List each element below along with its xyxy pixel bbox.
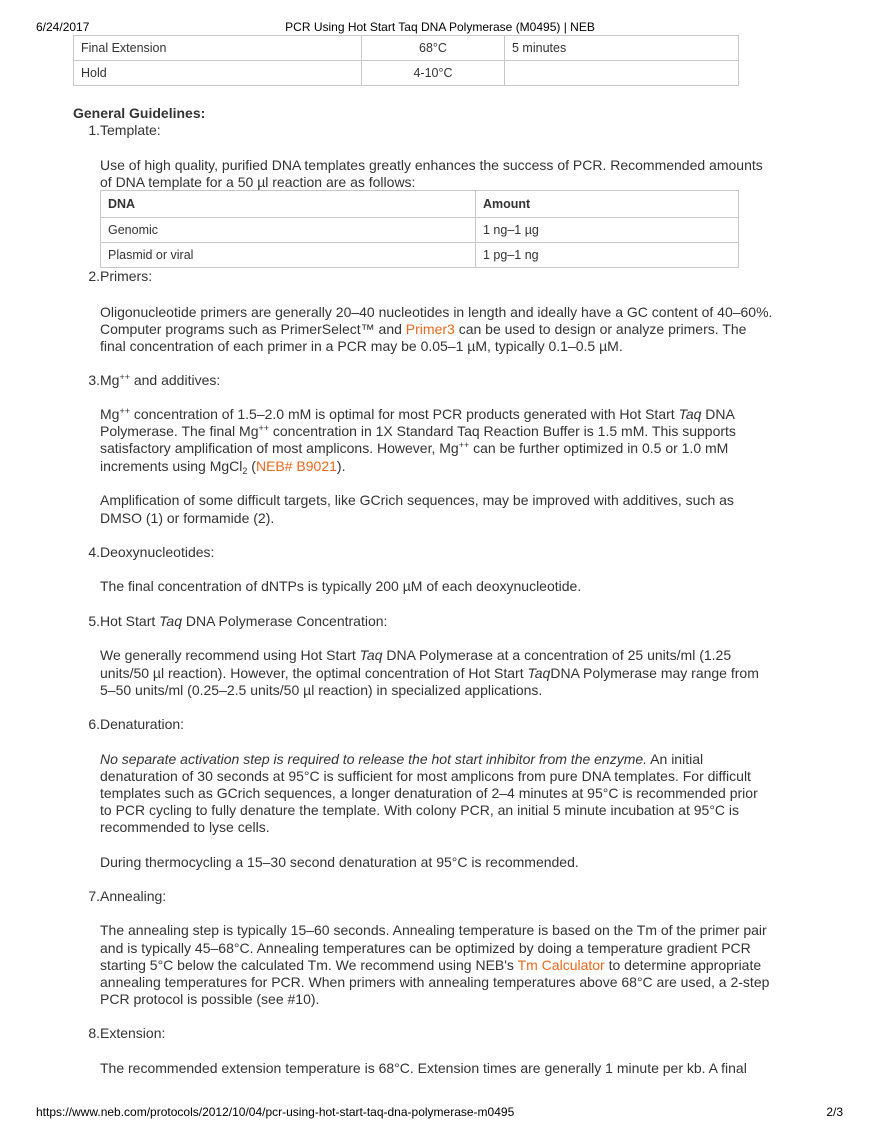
item-title: Hot Start Taq DNA Polymerase Concentration: [100,613,388,629]
table-row [101,243,739,268]
page-title: PCR Using Hot Start Taq DNA Polymerase (M0495) | NEB [285,20,595,34]
table-header-row [101,191,739,218]
item-title: Deoxynucleotides: [100,544,215,560]
item-title: Mg++ and additives: [100,372,221,388]
neb-b9021-link[interactable]: NEB# B9021 [255,458,337,474]
primer3-link[interactable]: Primer3 [405,321,455,337]
paragraph-line: units/50 µl reaction). However, the optimal concentration of Hot Start TaqDNA Polymerase may range from [100,665,759,681]
table-cell: 4-10°C [362,61,505,86]
table-cell: Hold [74,61,362,86]
list-number: 5. [88,613,100,629]
table-cell: 1 pg–1 ng [476,243,739,268]
paragraph-line: recommended to lyse cells. [100,819,270,835]
paragraph-line: 5–50 units/ml (0.25–2.5 units/50 µl reaction) in specialized applications. [100,682,543,698]
paragraph-line: satisfactory amplification of most amplicons. However, Mg++ can be further optimized in 0.5 or 1.0 mM [100,440,729,456]
paragraph-line: annealing temperatures for PCR. When primers with annealing temperatures above 68°C are used, a 2-step [100,974,770,990]
print-date: 6/24/2017 [36,20,90,34]
paragraph-line: We generally recommend using Hot Start Taq DNA Polymerase at a concentration of 25 units/ml (1.25 [100,647,732,663]
paragraph-line: of DNA template for a 50 µl reaction are as follows: [100,174,416,190]
table-cell: 1 ng–1 µg [476,218,739,243]
paragraph-line: Oligonucleotide primers are generally 20–40 nucleotides in length and ideally have a GC content of 40–60%. [100,304,773,320]
paragraph-line: The recommended extension temperature is 68°C. Extension times are generally 1 minute per kb. A final [100,1060,747,1076]
table-cell: Plasmid or viral [101,243,476,268]
paragraph-line: PCR protocol is possible (see #10). [100,991,320,1007]
paragraph-line: The final concentration of dNTPs is typically 200 µM of each deoxynucleotide. [100,578,582,594]
list-number: 7. [88,888,100,904]
paragraph-line: templates such as GCrich sequences, a longer denaturation of 2–4 minutes at 95°C is recommended prior [100,785,758,801]
paragraph-line: Computer programs such as PrimerSelect™ and Primer3 can be used to design or analyze primers. The [100,321,747,337]
page-number: 2/3 [826,1105,843,1119]
table-cell: 5 minutes [505,36,739,61]
paragraph-line: Mg++ concentration of 1.5–2.0 mM is optimal for most PCR products generated with Hot Start Taq DNA [100,406,735,422]
paragraph-line: denaturation of 30 seconds at 95°C is sufficient for most amplicons from pure DNA templates. For difficult [100,768,751,784]
section-heading: General Guidelines: [73,105,206,121]
item-title: Template: [100,122,161,138]
list-number: 2. [88,268,100,284]
paragraph-line: and is typically 45–68°C. Annealing temperatures can be optimized by doing a temperature gradient PCR [100,940,751,956]
paragraph-line: final concentration of each primer in a PCR may be 0.05–1 µM, typically 0.1–0.5 µM. [100,338,623,354]
paragraph-line: The annealing step is typically 15–60 seconds. Annealing temperature is based on the Tm of the primer pair [100,922,767,938]
tm-calculator-link[interactable]: Tm Calculator [517,957,605,973]
cycling-table [73,35,739,86]
footer-url: https://www.neb.com/protocols/2012/10/04/pcr-using-hot-start-taq-dna-polymerase-m0495 [36,1105,515,1119]
paragraph-line: Use of high quality, purified DNA templates greatly enhances the success of PCR. Recommended amounts [100,157,763,173]
paragraph-line: to PCR cycling to fully denature the template. With colony PCR, an initial 5 minute incubation at 95°C is [100,802,740,818]
list-number: 3. [88,372,100,388]
item-title: Extension: [100,1025,166,1041]
table-row [101,218,739,243]
table-row [74,61,739,86]
table-row [74,36,739,61]
list-number: 6. [88,716,100,732]
table-cell: 68°C [362,36,505,61]
paragraph-line: starting 5°C below the calculated Tm. We recommend using NEB's Tm Calculator to determine appropriate [100,957,762,973]
paragraph-line: Polymerase. The final Mg++ concentration in 1X Standard Taq Reaction Buffer is 1.5 mM. This supports [100,423,736,439]
list-number: 8. [88,1025,100,1041]
paragraph-line: No separate activation step is required to release the hot start inhibitor from the enzyme. An initial [100,751,704,767]
item-title: Primers: [100,268,153,284]
table-cell [505,61,739,86]
paragraph-line: Amplification of some difficult targets, like GCrich sequences, may be improved with additives, such as [100,492,734,508]
column-header: DNA [101,191,476,218]
table-cell: Genomic [101,218,476,243]
paragraph-line: increments using MgCl$_2$ (NEB# B9021). [100,458,346,476]
paragraph-line: DMSO (1) or formamide (2). [100,510,275,526]
list-number: 1. [88,122,100,138]
item-title: Annealing: [100,888,167,904]
paragraph-line: During thermocycling a 15–30 second denaturation at 95°C is recommended. [100,854,579,870]
table-cell: Final Extension [74,36,362,61]
list-number: 4. [88,544,100,560]
item-title: Denaturation: [100,716,185,732]
dna-amount-table [100,190,739,268]
column-header: Amount [476,191,739,218]
